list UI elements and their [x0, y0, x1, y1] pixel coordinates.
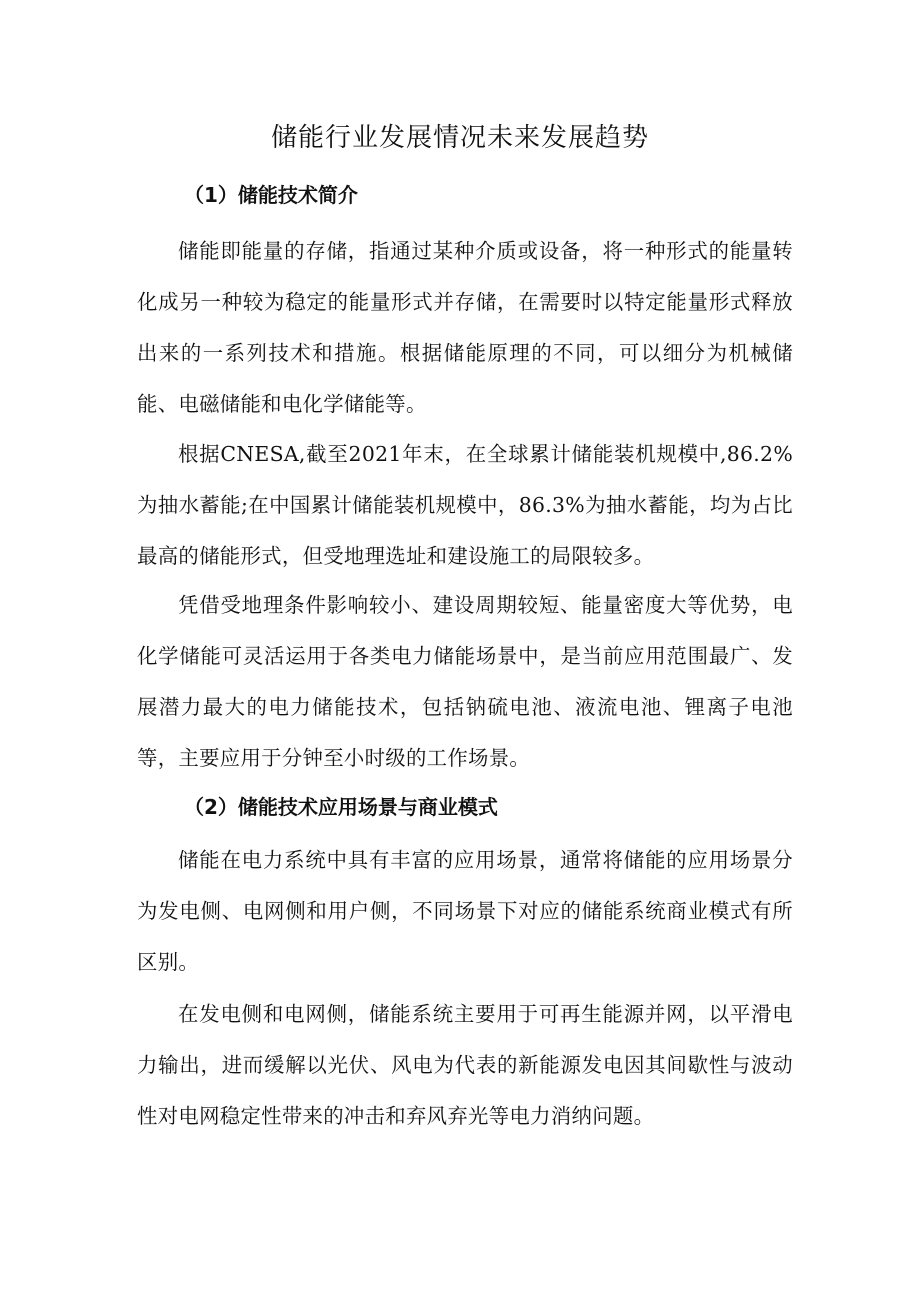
paragraph-3: 凭借受地理条件影响较小、建设周期较短、能量密度大等优势，电化学储能可灵活运用于各类电力储能场景中，是当前应用范围最广、发展潜力最大的电力储能技术，包括钠硫电池、液流电池、锂离子电池等，主要应用于分钟至小时级的工作场景。 — [137, 593, 793, 770]
paragraph-5: 在发电侧和电网侧，储能系统主要用于可再生能源并网，以平滑电力输出，进而缓解以光伏、风电为代表的新能源发电因其间歇性与波动性对电网稳定性带来的冲击和弃风弃光等电力消纳问题。 — [137, 1002, 793, 1128]
page-title: 储能行业发展情况未来发展趋势 — [270, 123, 649, 153]
section-heading-2: （2）储能技术应用场景与商业模式 — [184, 795, 498, 819]
paragraph-2: 根据CNESA,截至2021年末，在全球累计储能装机规模中,86.2%为抽水蓄能;在中国累计储能装机规模中，86.3%为抽水蓄能，均为占比最高的储能形式，但受地理选址和建设施工的局限较多。 — [137, 442, 793, 568]
section-heading-1: （1）储能技术简介 — [184, 183, 358, 207]
paragraph-1: 储能即能量的存储，指通过某种介质或设备，将一种形式的能量转化成另一种较为稳定的能量形式并存储，在需要时以特定能量形式释放出来的一系列技术和措施。根据储能原理的不同，可以细分为机械储能、电磁储能和电化学储能等。 — [137, 239, 793, 416]
paragraph-4: 储能在电力系统中具有丰富的应用场景，通常将储能的应用场景分为发电侧、电网侧和用户侧，不同场景下对应的储能系统商业模式有所区别。 — [137, 848, 793, 974]
